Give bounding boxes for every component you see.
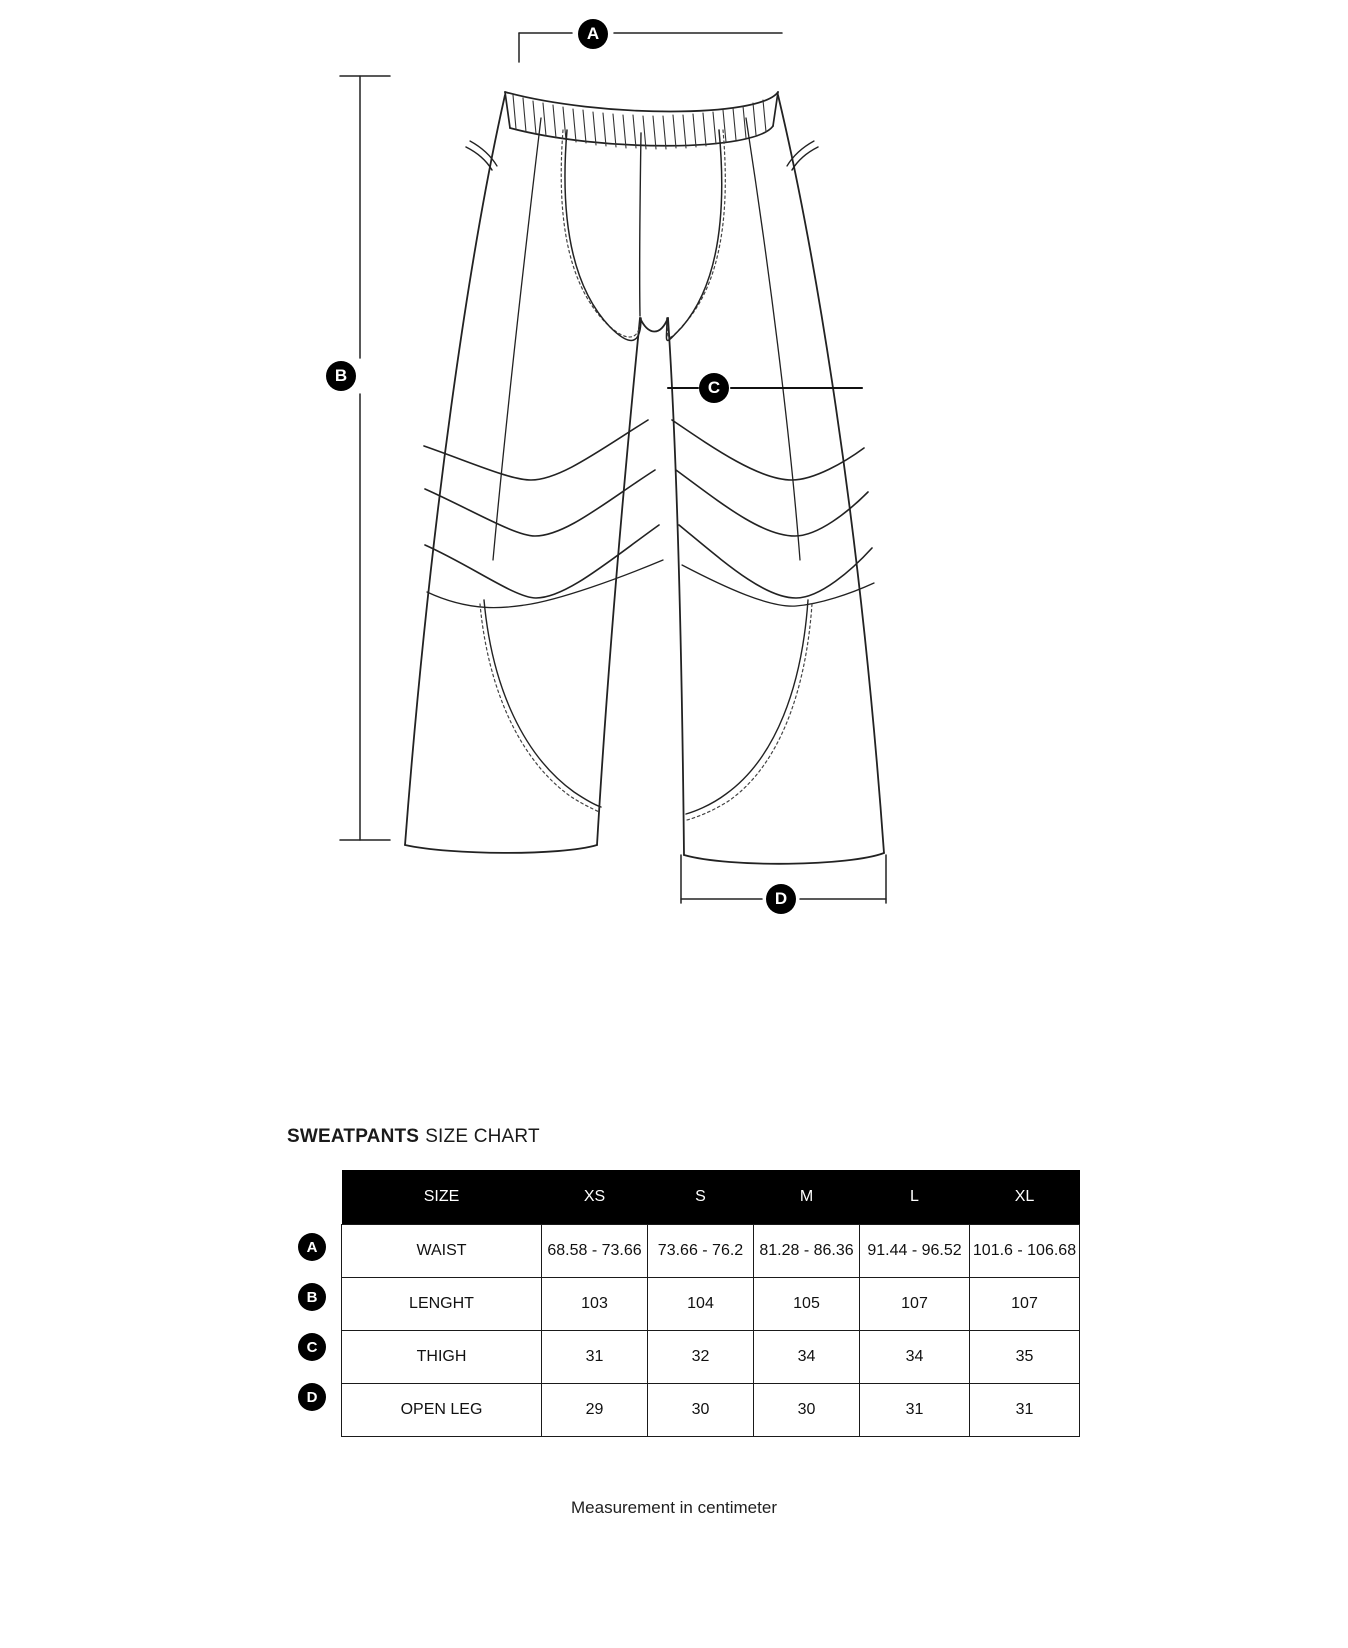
row-badge-b — [298, 1283, 326, 1311]
cell-lenght-xs: 103 — [542, 1278, 648, 1331]
dimension-line-b — [340, 76, 390, 840]
measurement-unit-note: Measurement in centimeter — [571, 1498, 777, 1517]
right-pocket-opening — [792, 147, 818, 170]
right-lower-panel-stitch — [687, 604, 812, 820]
right-panel-seam — [746, 118, 800, 560]
cell-lenght-s: 104 — [648, 1278, 754, 1331]
page-title — [287, 1126, 540, 1148]
callout-badge-a-label: A — [586, 24, 600, 43]
header-cell-s: S — [648, 1170, 754, 1225]
cell-thigh-xl: 35 — [970, 1331, 1080, 1384]
row-badge-c-label: C — [306, 1338, 318, 1356]
header-cell-xl: XL — [970, 1170, 1080, 1225]
row-label-lenght: LENGHT — [342, 1278, 542, 1331]
table-row — [342, 1331, 1080, 1384]
row-badge-c — [298, 1333, 326, 1361]
row-label-thigh: THIGH — [342, 1331, 542, 1384]
right-lower-panel — [686, 600, 808, 814]
callout-badge-b — [326, 361, 356, 391]
callout-badge-c — [699, 373, 729, 403]
row-label-open-leg: OPEN LEG — [342, 1384, 542, 1437]
pants-outline — [405, 95, 884, 864]
cell-waist-xl: 101.6 - 106.68 — [970, 1225, 1080, 1278]
row-label-waist: WAIST — [342, 1225, 542, 1278]
size-chart-table-body — [342, 1225, 1080, 1437]
row-badge-d — [298, 1383, 326, 1411]
cell-thigh-l: 34 — [860, 1331, 970, 1384]
callout-badge-d — [766, 884, 796, 914]
left-panel-seam — [493, 118, 541, 560]
waistband-ribbing — [513, 95, 766, 149]
row-badge-d-label: D — [306, 1388, 318, 1406]
page-title-product: SWEATPANTS — [287, 1126, 420, 1147]
badge-rail-header-spacer — [292, 1170, 332, 1222]
size-chart-table-head — [342, 1170, 1080, 1225]
right-chevron-upper-b — [676, 470, 868, 536]
right-front-yoke — [666, 130, 721, 340]
left-front-yoke — [565, 130, 641, 340]
callout-badge-b-label: B — [334, 366, 348, 385]
left-chevron-lower-b — [427, 560, 663, 608]
table-row — [342, 1225, 1080, 1278]
callout-badge-c-label: C — [707, 378, 721, 397]
row-badge-b-label: B — [306, 1288, 318, 1306]
left-pocket-opening — [466, 147, 492, 170]
header-cell-m: M — [754, 1170, 860, 1225]
left-chevron-upper — [424, 420, 648, 480]
table-row-badge-rail — [292, 1170, 332, 1422]
cell-open-leg-xl: 31 — [970, 1384, 1080, 1437]
size-chart-table-container — [341, 1170, 1080, 1437]
page-title-suffix: SIZE CHART — [425, 1126, 540, 1147]
badge-slot-waist — [292, 1222, 332, 1272]
badge-slot-thigh — [292, 1322, 332, 1372]
right-chevron-upper — [672, 420, 864, 480]
badge-slot-open-leg — [292, 1372, 332, 1422]
cell-waist-l: 91.44 - 96.52 — [860, 1225, 970, 1278]
left-lower-panel-stitch — [480, 604, 599, 812]
row-badge-a-label: A — [306, 1238, 318, 1256]
cell-lenght-m: 105 — [754, 1278, 860, 1331]
table-row — [342, 1278, 1080, 1331]
right-chevron-lower — [679, 525, 872, 598]
cell-thigh-m: 34 — [754, 1331, 860, 1384]
header-cell-size: SIZE — [342, 1170, 542, 1225]
left-lower-panel — [484, 600, 601, 807]
callout-badge-d-label: D — [774, 889, 788, 908]
cell-waist-s: 73.66 - 76.2 — [648, 1225, 754, 1278]
badge-slot-lenght — [292, 1272, 332, 1322]
header-cell-xs: XS — [542, 1170, 648, 1225]
cell-waist-xs: 68.58 - 73.66 — [542, 1225, 648, 1278]
cell-open-leg-l: 31 — [860, 1384, 970, 1437]
right-chevron-lower-b — [682, 565, 874, 606]
table-row — [342, 1384, 1080, 1437]
cell-open-leg-xs: 29 — [542, 1384, 648, 1437]
dimension-line-a — [519, 33, 782, 62]
row-badge-a — [298, 1233, 326, 1261]
cell-thigh-s: 32 — [648, 1331, 754, 1384]
left-front-yoke-stitch — [561, 130, 641, 337]
callout-badge-a — [578, 19, 608, 49]
center-front-seam — [640, 133, 641, 316]
table-header-row — [342, 1170, 1080, 1225]
cell-lenght-xl: 107 — [970, 1278, 1080, 1331]
cell-open-leg-m: 30 — [754, 1384, 860, 1437]
cell-lenght-l: 107 — [860, 1278, 970, 1331]
cell-open-leg-s: 30 — [648, 1384, 754, 1437]
cell-waist-m: 81.28 - 86.36 — [754, 1225, 860, 1278]
cell-thigh-xs: 31 — [542, 1331, 648, 1384]
size-chart-table — [341, 1170, 1080, 1437]
header-cell-l: L — [860, 1170, 970, 1225]
